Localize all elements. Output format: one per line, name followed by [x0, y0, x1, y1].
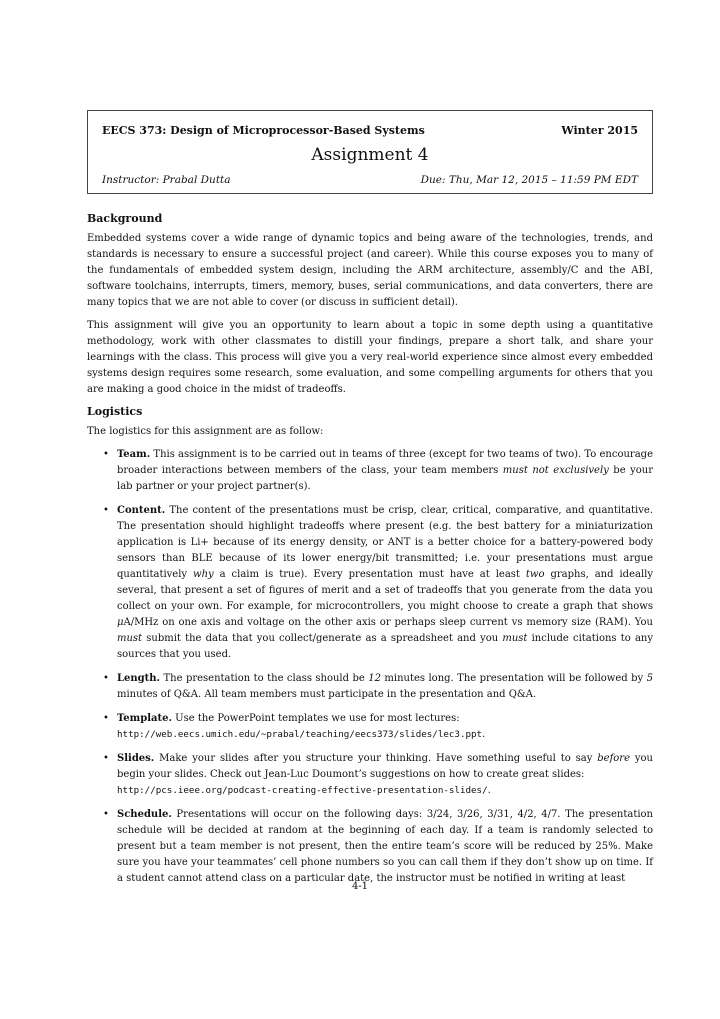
content-emph-2: two	[525, 569, 545, 580]
list-item-content	[87, 503, 653, 663]
term: Winter 2015	[561, 124, 638, 137]
assignment-header-box	[87, 110, 653, 194]
template-text-1: Use the PowerPoint templates we use for most lectures:	[171, 713, 460, 724]
bullet-icon: •	[103, 673, 109, 684]
course-name: EECS 373: Design of Microprocessor-Based Systems	[102, 124, 425, 137]
team-emph-1: must not exclusively	[502, 465, 609, 476]
content-text-4: A/MHz on one axis and voltage on the other axis or perhaps sleep current vs memory size (RAM). You	[123, 617, 653, 628]
length-text-2: minutes long. The presentation will be followed by	[380, 673, 647, 684]
schedule-text-1: Presentations will occur on the following days: 3/24, 3/26, 3/31, 4/2, 4/7. The presentation schedule will be decided at random at the beginning of each day. If a team is randomly selected to present but a team member is not present, then the entire team’s score will be reduced by 25%. Make sure you have your teammates’ cell phone numbers so you can call them if they don’t show up on time. If a student cannot attend class on a particular date, the instructor must be notified in writing at least	[117, 809, 653, 884]
team-title: Team.	[117, 449, 151, 460]
bullet-icon: •	[103, 713, 109, 724]
length-text-3: minutes of Q&A. All team members must participate in the presentation and Q&A.	[117, 689, 537, 700]
list-item-slides	[87, 751, 653, 799]
content-text-2: a claim is true). Every presentation must have at least	[213, 569, 526, 580]
instructor: Instructor: Prabal Dutta	[102, 174, 231, 186]
bullet-icon: •	[103, 449, 109, 460]
slides-text-3: .	[487, 785, 491, 796]
background-heading: Background	[87, 212, 163, 225]
list-item-team	[87, 447, 653, 495]
content-text-6: include citations to any sources that you used.	[117, 633, 654, 660]
slides-text-2: you begin your slides. Check out Jean-Luc Doumont’s suggestions on how to create great slides:	[117, 753, 653, 780]
due-date: Due: Thu, Mar 12, 2015 – 11:59 PM EDT	[420, 174, 638, 186]
list-item-template	[87, 711, 653, 743]
bullet-icon: •	[103, 809, 109, 820]
content-emph-5: must	[502, 633, 528, 644]
length-text-1: The presentation to the class should be	[160, 673, 369, 684]
slides-url-link[interactable]: http://pcs.ieee.org/podcast-creating-effective-presentation-slides/	[117, 785, 488, 796]
background-paragraph-1: Embedded systems cover a wide range of dynamic topics and being aware of the technologies, trends, and standards is necessary to ensure a successful project (and career). While this course exposes you to many of the fundamentals of embedded system design, including the ARM architecture, assembly/C and the ABI, software toolchains, interrupts, timers, memory, buses, serial communications, and data converters, there are many topics that we are not able to cover (or discuss in sufficient detail).	[87, 233, 653, 308]
template-url-link[interactable]: http://web.eecs.umich.edu/~prabal/teaching/eecs373/slides/lec3.ppt	[117, 729, 483, 740]
content-emph-4: must	[117, 633, 143, 644]
bullet-icon: •	[103, 505, 109, 516]
slides-text-1: Make your slides after you structure your thinking. Have something useful to say	[154, 753, 598, 764]
team-text-1: This assignment is to be carried out in teams of three (except for two teams of two). To encourage broader interactions between members of the class, your team members	[117, 449, 653, 476]
template-text-2: .	[482, 729, 486, 740]
content-emph-3: μ	[117, 617, 124, 628]
logistics-intro: The logistics for this assignment are as follow:	[87, 426, 324, 437]
length-emph-1: 12	[368, 673, 381, 684]
schedule-title: Schedule.	[117, 809, 172, 820]
content-text-1: The content of the presentations must be crisp, clear, critical, comparative, and quantitative. The presentation should highlight tradeoffs where present (e.g. the best battery for a miniaturization application is Li+ because of its energy density, or ANT is a better choice for a battery-powered body sensors than BLE because of its lower energy/bit transmitted; i.e. your presentations must argue quantitatively	[117, 505, 653, 580]
page-number: 4-1	[351, 881, 369, 892]
content-text-3: graphs, and ideally several, that present a set of figures of merit and a set of tradeoffs that you generate from the data you collect on your own. For example, for microcontrollers, you might choose to create a graph that shows	[117, 569, 653, 612]
slides-emph-1: before	[597, 753, 631, 764]
team-text-2: be your lab partner or your project partner(s).	[117, 465, 653, 492]
content-title: Content.	[117, 505, 166, 516]
length-title: Length.	[117, 673, 161, 684]
bullet-icon: •	[103, 753, 109, 764]
list-item-schedule	[87, 807, 653, 887]
list-item-length	[87, 671, 653, 703]
logistics-heading: Logistics	[87, 405, 143, 418]
logistics-list	[87, 447, 653, 887]
document-page	[87, 110, 653, 895]
content-emph-1: why	[193, 569, 214, 580]
length-emph-2: 5	[646, 673, 653, 684]
background-paragraph-2: This assignment will give you an opportunity to learn about a topic in some depth using a quantitative methodology, work with other classmates to distill your findings, prepare a short talk, and share your learnings with the class. This process will give you a very real-world experience since almost every embedded systems design requires some research, some evaluation, and some compelling arguments for others that you are making a good choice in the midst of tradeoffs.	[87, 320, 653, 395]
slides-title: Slides.	[117, 753, 155, 764]
assignment-title: Assignment 4	[311, 145, 429, 165]
content-text-5: submit the data that you collect/generate as a spreadsheet and you	[142, 633, 503, 644]
template-title: Template.	[117, 713, 172, 724]
